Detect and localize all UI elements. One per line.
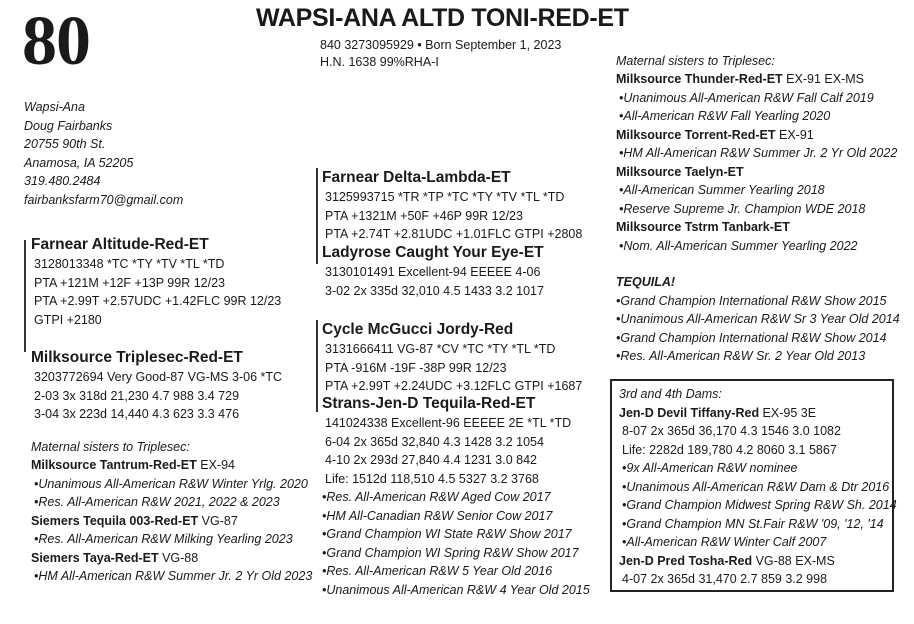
pedigree-bar-mid-1 <box>316 168 318 264</box>
sister-score: VG-88 <box>158 550 199 565</box>
third-dam-note: •Grand Champion WI State R&W Show 2017 <box>322 527 572 541</box>
third-dam-line: 4-10 2x 293d 27,840 4.4 1231 3.0 842 <box>325 453 537 467</box>
sister-score: VG-87 <box>198 513 238 528</box>
second-dam-line: 3-02 2x 335d 32,010 4.5 1433 3.2 1017 <box>325 283 544 298</box>
sire-line: 3128013348 *TC *TY *TV *TL *TD <box>34 257 225 271</box>
consignor-block <box>24 98 183 209</box>
dam1-note: •All-American R&W Winter Calf 2007 <box>622 535 827 549</box>
subtitle-line-2: H.N. 1638 99%RHA-I <box>320 55 439 69</box>
consignor-name: Doug Fairbanks <box>24 118 113 133</box>
dam2-line: 4-07 2x 365d 31,470 2.7 859 3.2 998 <box>622 572 828 586</box>
consignor-email: fairbanksfarm70@gmail.com <box>24 192 184 207</box>
mgs-line: PTA +2.74T +2.81UDC +1.01FLC GTPI +2808 <box>325 227 583 241</box>
third-dam-name: Strans-Jen-D Tequila-Red-ET <box>322 395 536 412</box>
consignor-farm: Wapsi-Ana <box>24 100 85 114</box>
dam-block <box>31 348 282 424</box>
sister-entry <box>616 70 897 89</box>
maternal-sisters-right <box>616 53 897 255</box>
sire-line: GTPI +2180 <box>34 312 102 327</box>
dam2-name: Jen-D Pred Tosha-Red <box>619 553 753 568</box>
consignor-phone: 319.480.2484 <box>24 174 101 188</box>
dam1-note: •Grand Champion Midwest Spring R&W Sh. 2014 <box>622 498 897 512</box>
maternal-sisters-left <box>31 439 312 586</box>
page-title: WAPSI-ANA ALTD TONI-RED-ET <box>256 4 629 32</box>
sister-score: EX-94 <box>196 458 235 472</box>
mgs-line: 3125993715 *TR *TP *TC *TY *TV *TL *TD <box>325 190 565 204</box>
sister-note: •All-American Summer Yearling 2018 <box>619 183 825 197</box>
consignor-street: 20755 90th St. <box>24 137 106 151</box>
sister-note: •Nom. All-American Summer Yearling 2022 <box>619 238 858 253</box>
lot-number: 80 <box>22 3 90 80</box>
mgs-line: PTA +1321M +50F +46P 99R 12/23 <box>325 208 523 223</box>
second-dam-name: Ladyrose Caught Your Eye-ET <box>322 244 544 261</box>
third-dam-line: 6-04 2x 365d 32,840 4.3 1428 3.2 1054 <box>325 434 544 449</box>
third-dam-line: Life: 1512d 118,510 4.5 5327 3.2 3768 <box>325 471 539 486</box>
dam2-entry <box>619 552 897 571</box>
consignor-city: Anamosa, IA 52205 <box>24 155 134 170</box>
sister-entry <box>31 512 312 531</box>
third-dam-block <box>322 394 590 599</box>
dams-box-content <box>619 385 897 589</box>
sister-entry <box>616 126 897 145</box>
third-dam-note: •Res. All-American R&W Aged Cow 2017 <box>322 490 551 504</box>
third-dam-note: •Res. All-American R&W 5 Year Old 2016 <box>322 564 553 578</box>
dam1-line: Life: 2282d 189,780 4.2 8060 3.1 5867 <box>622 442 837 457</box>
dams-box-heading: 3rd and 4th Dams: <box>619 387 722 401</box>
dam1-note: •Grand Champion MN St.Fair R&W '09, '12, '14 <box>622 516 884 531</box>
tequila-note: •Grand Champion International R&W Show 2014 <box>616 330 887 345</box>
sister-note: •Reserve Supreme Jr. Champion WDE 2018 <box>619 201 866 216</box>
sister-note: •Res. All-American R&W Milking Yearling 2023 <box>34 532 293 546</box>
sister-name: Milksource Torrent-Red-ET <box>616 127 776 142</box>
dam1-score: EX-95 3E <box>759 405 817 420</box>
sister-note: •All-American R&W Fall Yearling 2020 <box>619 109 831 123</box>
mgs2-line: PTA +2.99T +2.24UDC +3.12FLC GTPI +1687 <box>325 379 583 393</box>
sister-score: EX-91 <box>775 127 814 142</box>
sister-entry <box>616 218 897 237</box>
dam1-entry <box>619 404 897 423</box>
third-dam-note: •Grand Champion WI Spring R&W Show 2017 <box>322 545 579 560</box>
dam1-line: 8-07 2x 365d 36,170 4.3 1546 3.0 1082 <box>622 424 841 438</box>
sister-entry <box>31 456 312 475</box>
sire-line: PTA +121M +12F +13P 99R 12/23 <box>34 275 225 290</box>
sister-note: •Unanimous All-American R&W Winter Yrlg. 2020 <box>34 476 308 491</box>
mgs2-line: PTA -916M -19F -38P 99R 12/23 <box>325 360 507 375</box>
sire-name: Farnear Altitude-Red-ET <box>31 236 209 253</box>
dam-line: 3-04 3x 223d 14,440 4.3 623 3.3 476 <box>34 407 240 421</box>
sister-score: EX-91 EX-MS <box>782 72 864 86</box>
sister-entry <box>31 549 312 568</box>
tequila-note: •Unanimous All-American R&W Sr 3 Year Old 2014 <box>616 312 900 326</box>
dam-line: 3203772694 Very Good-87 VG-MS 3-06 *TC <box>34 370 283 384</box>
sister-note: •HM All-American R&W Summer Jr. 2 Yr Old 2022 <box>619 146 898 160</box>
tequila-block <box>616 273 900 366</box>
sister-name: Siemers Taya-Red-ET <box>31 550 159 565</box>
sister-note: •Unanimous All-American R&W Fall Calf 2019 <box>619 90 874 105</box>
mgs2-line: 3131666411 VG-87 *CV *TC *TY *TL *TD <box>325 342 556 356</box>
pedigree-bar-mid-2 <box>316 320 318 412</box>
tequila-note: •Grand Champion International R&W Show 2015 <box>616 293 887 308</box>
dam1-note: •Unanimous All-American R&W Dam & Dtr 2016 <box>622 479 890 494</box>
dam1-name: Jen-D Devil Tiffany-Red <box>619 405 760 420</box>
sister-name: Milksource Taelyn-ET <box>616 164 744 179</box>
sister-name: Milksource Tstrm Tanbark-ET <box>616 220 790 234</box>
tequila-heading: TEQUILA! <box>616 275 676 289</box>
dam1-note: •9x All-American R&W nominee <box>622 461 798 475</box>
section-heading: Maternal sisters to Triplesec: <box>31 440 190 454</box>
mgs-block <box>322 168 582 244</box>
section-heading: Maternal sisters to Triplesec: <box>616 54 775 68</box>
third-dam-note: •Unanimous All-American R&W 4 Year Old 2015 <box>322 582 590 597</box>
second-dam-block <box>322 243 544 300</box>
sister-note: •Res. All-American R&W 2021, 2022 & 2023 <box>34 495 280 509</box>
tequila-note: •Res. All-American R&W Sr. 2 Year Old 2013 <box>616 349 866 363</box>
dam2-score: VG-88 EX-MS <box>752 553 835 568</box>
mgs-name: Farnear Delta-Lambda-ET <box>322 169 511 186</box>
sister-name: Siemers Tequila 003-Red-ET <box>31 513 199 528</box>
sire-block <box>31 235 281 329</box>
subtitle-line-1: 840 3273095929 • Born September 1, 2023 <box>320 38 562 52</box>
mgs2-name: Cycle McGucci Jordy-Red <box>322 321 514 338</box>
dam-line: 2-03 3x 318d 21,230 4.7 988 3.4 729 <box>34 388 240 403</box>
pedigree-bar-left <box>24 240 26 352</box>
second-dam-line: 3130101491 Excellent-94 EEEEE 4-06 <box>325 265 541 279</box>
mgs2-block <box>322 320 582 396</box>
third-dam-line: 141024338 Excellent-96 EEEEE 2E *TL *TD <box>325 416 572 430</box>
third-dam-note: •HM All-Canadian R&W Senior Cow 2017 <box>322 508 553 523</box>
sister-entry <box>616 163 897 182</box>
sire-line: PTA +2.99T +2.57UDC +1.42FLC 99R 12/23 <box>34 294 282 308</box>
sister-name: Milksource Tantrum-Red-ET <box>31 458 197 472</box>
dam-name: Milksource Triplesec-Red-ET <box>31 349 243 366</box>
sister-note: •HM All-American R&W Summer Jr. 2 Yr Old 2023 <box>34 569 313 583</box>
sister-name: Milksource Thunder-Red-ET <box>616 72 783 86</box>
